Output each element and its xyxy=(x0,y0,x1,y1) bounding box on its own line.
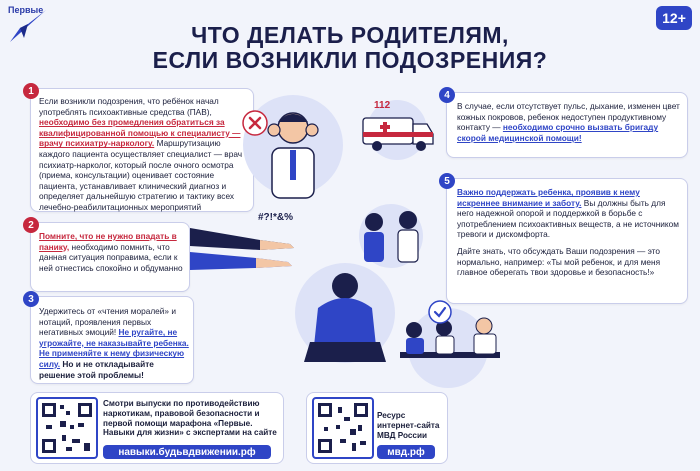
step-3-highlight: Не ругайте, не угрожайте, не наказывайте ребенка. Не применяйте к нему физическую силу. xyxy=(39,327,189,369)
step-3-card xyxy=(28,293,194,384)
footer-right-text: Ресурс интернет-сайта МВД России xyxy=(377,411,440,440)
step-4-number: 4 xyxy=(439,87,455,103)
qr-code-icon xyxy=(312,397,374,459)
check-icon xyxy=(428,300,452,324)
step-5-body: Вы должны быть для него надежной опорой и поддержкой в борьбе с употреблением психоактивных веществ, а не источником тревоги и дискомфорта. xyxy=(457,197,679,240)
step-1-text xyxy=(39,96,247,213)
emergency-number: 112 xyxy=(374,100,391,111)
speech-bubble: #?!*&% xyxy=(258,212,294,223)
step-2-body: необходимо помнить, что данная ситуация поправима, если к ней отнестись спокойно и обдуманно xyxy=(39,241,183,273)
step-5-example: Дайте знать, что обсуждать Ваши подозрения — это нормально, например: «Ты мой ребенок, и для меня главное оберегать твои здоровье и безопасность!» xyxy=(457,245,661,278)
ambulance-icon xyxy=(355,96,439,160)
step-5-card xyxy=(444,175,688,304)
step-1-number: 1 xyxy=(23,83,39,99)
step-3-text xyxy=(39,306,189,380)
step-1-intro: Если возникли подозрения, что ребёнок начал употреблять психоактивные средства (ПАВ), xyxy=(39,96,219,117)
footer-right-link[interactable]: мвд.рф xyxy=(377,445,435,459)
footer-left-text: Смотри выпуски по противодействию наркотикам, правовой безопасности и первой помощи марафона «Первые. Навыки для жизни» с экспертами на сайте xyxy=(103,399,277,438)
page-title-line1: ЧТО ДЕЛАТЬ РОДИТЕЛЯМ, xyxy=(191,22,509,48)
step-2-highlight: Помните, что не нужно впадать в панику, xyxy=(39,231,177,252)
step-1-card xyxy=(28,85,254,212)
step-2-text xyxy=(39,231,184,273)
logo-text: Первые xyxy=(8,5,44,15)
step-3-body: Но и не откладывайте решение этой проблемы! xyxy=(39,358,154,380)
step-3-intro: Удержитесь от «чтения моралей» и нотаций, проявления первых негативных эмоций! xyxy=(39,306,176,338)
step-1-highlight: необходимо без промедления обратиться за квалифицированной помощью к специалисту — врачу психиатру-наркологу. xyxy=(39,117,241,149)
footer-left-link[interactable]: навыки.будьвдвижении.рф xyxy=(103,445,271,459)
step-5-text xyxy=(457,187,681,278)
worried-parent-illustration xyxy=(238,90,348,200)
footer-left-card xyxy=(30,392,284,464)
step-3-number: 3 xyxy=(23,291,39,307)
step-2-number: 2 xyxy=(23,217,39,233)
parent-child-talk-illustration xyxy=(346,196,436,270)
age-rating-badge: 12+ xyxy=(656,6,692,30)
qr-code-icon xyxy=(36,397,98,459)
step-1-body: Маршрутизацию каждого пациента осуществляет специалист — врач психиатр-нарколог, который после очного осмотра (приема, консультации) оценивает состояние пациента, устанавливает клинический диагноз и определяет дальнейшую стратегию и тактику всех лечебно-реабилитационных мероприятий xyxy=(39,138,243,212)
cross-icon xyxy=(242,110,268,136)
step-5-highlight: Важно поддержать ребенка, проявив к нему искреннее внимание и заботу. xyxy=(457,187,640,208)
step-4-highlight: необходимо срочно вызвать бригаду скорой медицинской помощи! xyxy=(457,122,659,143)
step-4-text xyxy=(457,101,681,143)
step-2-card xyxy=(28,219,190,292)
page-title-line2: ЕСЛИ ВОЗНИКЛИ ПОДОЗРЕНИЯ? xyxy=(152,47,548,73)
step-4-card xyxy=(444,89,688,158)
step-5-number: 5 xyxy=(439,173,455,189)
footer-right-card xyxy=(306,392,448,464)
step-4-intro: В случае, если отсутствует пульс, дыхание, изменен цвет кожных покровов, ребенок недоступен продуктивному контакту — xyxy=(457,101,680,133)
